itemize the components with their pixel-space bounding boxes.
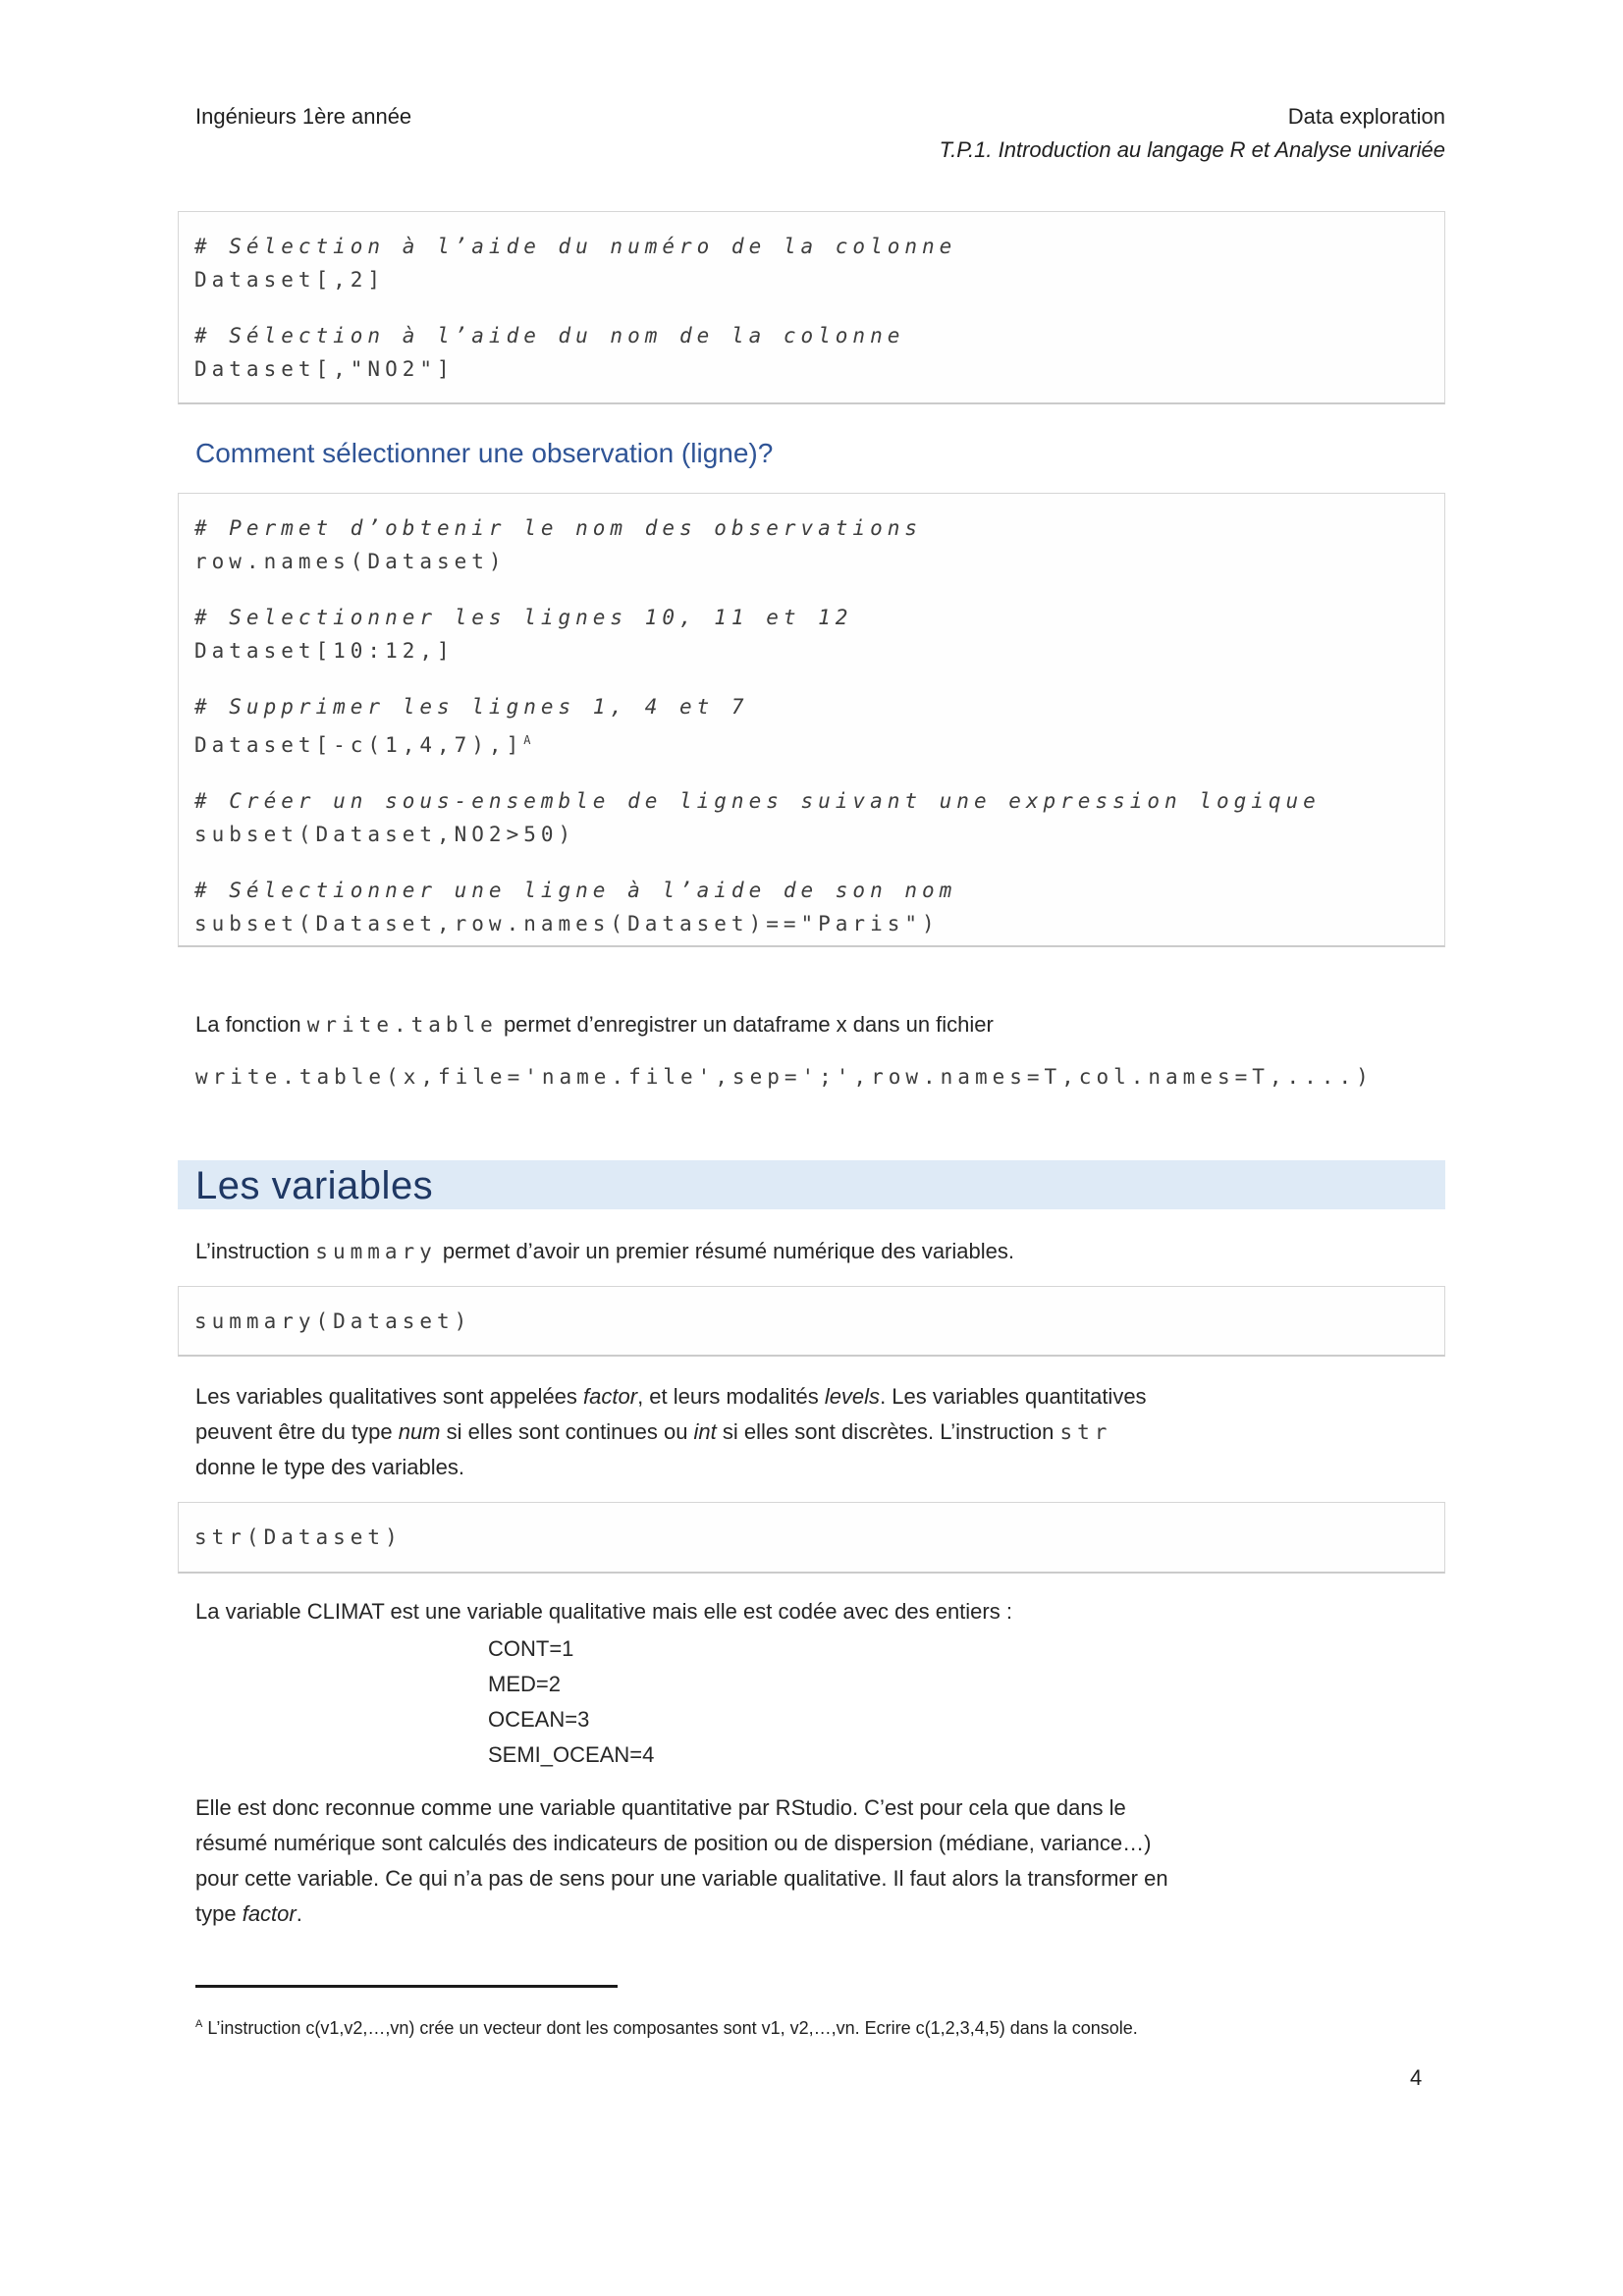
code-line: row.names(Dataset): [194, 550, 507, 573]
paragraph-line: pour cette variable. Ce qui n’a pas de sens pour une variable qualitative. Il faut alors la transformer en: [195, 1866, 1168, 1891]
paragraph-line: Les variables qualitatives sont appelées factor, et leurs modalités levels. Les variables quantitatives: [195, 1384, 1147, 1409]
code-line: # Permet d’obtenir le nom des observations: [194, 516, 923, 540]
section-heading-band: [178, 1160, 1445, 1209]
summary-intro-text: L’instruction summary permet d’avoir un premier résumé numérique des variables.: [195, 1239, 1014, 1263]
code-line: # Sélection à l’aide du nom de la colonne: [194, 324, 905, 347]
code-group: [194, 690, 1429, 762]
climat-intro-text: La variable CLIMAT est une variable qualitative mais elle est codée avec des entiers :: [195, 1599, 1012, 1624]
climat-level-item: MED=2: [488, 1672, 561, 1696]
code-group: [194, 1305, 1429, 1338]
section-heading-select-observation: Comment sélectionner une observation (ligne)?: [195, 438, 774, 468]
code-line: # Sélectionner une ligne à l’aide de son nom: [194, 879, 957, 902]
climat-paragraph: [195, 1594, 1012, 1629]
footnote-text: $^A$ L’instruction c(v1,v2,…,vn) crée un vecteur dont les composantes sont v1, v2,…,vn. Ecrire c(1,2,3,4,5) dans la console.: [195, 2018, 1138, 2038]
code-line: subset(Dataset,row.names(Dataset)=="Paris"): [194, 912, 940, 935]
paragraph-line: Elle est donc reconnue comme une variable quantitative par RStudio. C’est pour cela que dans le: [195, 1795, 1126, 1820]
climat-level-item: OCEAN=3: [488, 1707, 590, 1732]
code-line: # Créer un sous-ensemble de lignes suivant une expression logique: [194, 789, 1321, 813]
summary-intro-paragraph: [195, 1234, 1452, 1269]
code-group: [194, 230, 1429, 296]
climat-levels-list: [488, 1631, 654, 1773]
code-line: subset(Dataset,NO2>50): [194, 823, 576, 846]
paragraph-line: type factor.: [195, 1901, 302, 1926]
code-block-column-selection: [178, 211, 1445, 404]
code-group: [194, 511, 1429, 578]
code-line: Dataset[10:12,]: [194, 639, 455, 663]
header-course-label: Ingénieurs 1ère année: [195, 104, 412, 129]
write-table-code-line: write.table(x,file='name.file',sep=';',row.names=T,col.names=T,....): [195, 1065, 1374, 1089]
code-group: [194, 601, 1429, 667]
code-line: # Sélection à l’aide du numéro de la colonne: [194, 235, 957, 258]
paragraph-line: résumé numérique sont calculés des indicateurs de position ou de dispersion (médiane, variance…): [195, 1831, 1152, 1855]
climat-level-item: SEMI_OCEAN=4: [488, 1742, 655, 1767]
climat-level-item: CONT=1: [488, 1636, 574, 1661]
paragraph-line: donne le type des variables.: [195, 1455, 464, 1479]
code-group: [194, 319, 1429, 386]
code-line: Dataset[,2]: [194, 268, 386, 292]
factor-levels-paragraph: [195, 1379, 1147, 1485]
code-block-row-selection: [178, 493, 1445, 947]
header-document-subtitle: T.P.1. Introduction au langage R et Analyse univariée: [939, 137, 1445, 162]
write-table-paragraph: [195, 1007, 1452, 1095]
code-block-str: [178, 1502, 1445, 1574]
code-line: str(Dataset): [194, 1525, 403, 1549]
code-line: # Selectionner les lignes 10, 11 et 12: [194, 606, 853, 629]
code-group: [194, 784, 1429, 851]
code-line: summary(Dataset): [194, 1309, 472, 1333]
code-group: [194, 1521, 1429, 1554]
section-heading-les-variables: Les variables: [195, 1164, 434, 1207]
footnote-separator-rule: [195, 1985, 618, 1988]
header-right-block: [940, 100, 1445, 167]
code-line: Dataset[,"NO2"]: [194, 357, 455, 381]
code-group: [194, 874, 1429, 940]
code-line: # Supprimer les lignes 1, 4 et 7: [194, 695, 749, 719]
code-line: $Dataset[-c(1,4,7),]^A$: [194, 733, 532, 757]
write-table-intro-text: La fonction write.table permet d’enregistrer un dataframe x dans un fichier: [195, 1012, 994, 1037]
header-document-title: Data exploration: [1287, 104, 1445, 129]
page-number: 4: [1410, 2065, 1423, 2090]
conclusion-paragraph: [195, 1790, 1168, 1932]
paragraph-line: peuvent être du type num si elles sont continues ou int si elles sont discrètes. L’instruction str: [195, 1419, 1112, 1444]
code-block-summary: [178, 1286, 1445, 1357]
